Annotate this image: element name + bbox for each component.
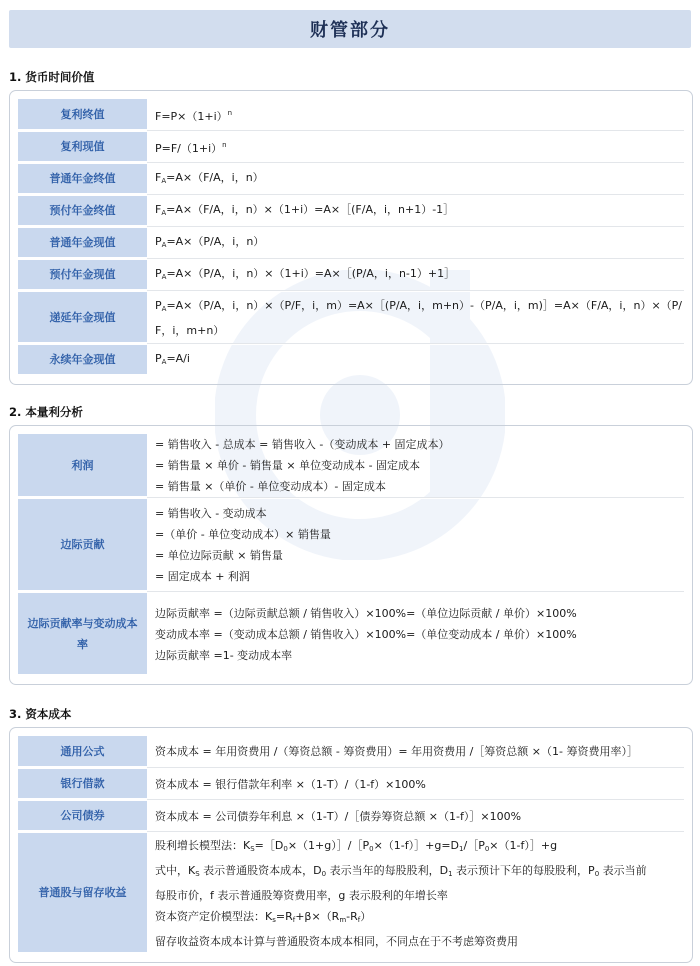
table-row (18, 832, 684, 954)
formula-line: 式中，$K_S$ 表示普通股资本成本，$D_0$ 表示当年的每股股利，$D_1$ 表示预计下年的每股股利，$P_0$ 表示当前 (155, 864, 647, 878)
table-row (18, 498, 684, 592)
formula-line: 资本成本 = 公司债券年利息 ×（1-T）/［债券筹资总额 ×（1-f）］×100% (155, 809, 522, 823)
row-value (147, 593, 684, 676)
row-label: 预付年金终值 (18, 196, 147, 227)
section-heading: 3. 资本成本 (9, 707, 72, 721)
row-value (147, 99, 684, 131)
row-value (147, 196, 684, 227)
section-table (9, 90, 693, 385)
row-label: 复利终值 (18, 99, 147, 131)
row-value (147, 833, 684, 954)
formula-line: $F_A=A\times(F/A$，i，n） (155, 170, 264, 185)
formula-line: $P=F/(1+i)^n$ (155, 141, 227, 155)
formula-line: 每股市价，f 表示普通股筹资费用率，g 表示股利的年增长率 (155, 889, 448, 902)
row-value (147, 769, 684, 800)
formula-line: 股利增长模型法：$K_S=[D_0\times(1+g)]/[P_0\times(1-f)]+g=D_1/[P_0\times(1-f)]+g$ (155, 839, 558, 853)
table-row (18, 592, 684, 676)
row-label: 复利现值 (18, 132, 147, 163)
row-label: 递延年金现值 (18, 292, 147, 344)
row-label: 预付年金现值 (18, 260, 147, 291)
section-heading: 2. 本量利分析 (9, 405, 83, 419)
formula-line: = 销售量 ×（单价 - 单位变动成本）- 固定成本 (155, 480, 386, 493)
formula-line: $P_A=A\times(P/A$，i，n） (155, 234, 265, 249)
formula-line: =（单价 - 单位变动成本）× 销售量 (155, 528, 331, 541)
row-label: 普通股与留存收益 (18, 833, 147, 954)
row-label: 银行借款 (18, 769, 147, 800)
row-value (147, 801, 684, 832)
section-heading: 1. 货币时间价值 (9, 70, 95, 84)
table-row (18, 259, 684, 291)
row-label: 通用公式 (18, 736, 147, 768)
row-label: 公司债券 (18, 801, 147, 832)
row-value (147, 260, 684, 291)
formula-line: = 固定成本 + 利润 (155, 570, 250, 583)
row-value (147, 345, 684, 376)
table-row (18, 800, 684, 832)
section-table (9, 727, 693, 963)
row-label: 边际贡献 (18, 499, 147, 592)
row-value (147, 164, 684, 195)
row-value (147, 499, 684, 592)
table-row (18, 736, 684, 768)
table-row (18, 163, 684, 195)
row-value (147, 132, 684, 163)
formula-line: 资本资产定价模型法：$K_s=R_f+\beta\times(R_m-R_f)$ (155, 910, 372, 924)
row-label: 永续年金现值 (18, 345, 147, 376)
formula-line: $P_A=A\times(P/A$，i，n）×（1+i）=A×［(P/A，i，n-1）+1］ (155, 266, 456, 281)
table-row (18, 434, 684, 498)
row-value (147, 434, 684, 498)
formula-line: 留存收益资本成本计算与普通股资本成本相同，不同点在于不考虑筹资费用 (155, 935, 518, 948)
page-title-bar (9, 10, 691, 48)
table-row (18, 131, 684, 163)
table-row (18, 344, 684, 376)
table-row (18, 195, 684, 227)
formula-line: F，i，m+n） (155, 323, 225, 337)
formula-line: 边际贡献率 =（边际贡献总额 / 销售收入）×100%=（单位边际贡献 / 单价）×100% (155, 607, 577, 620)
section-table (9, 425, 693, 685)
formula-line: 变动成本率 =（变动成本总额 / 销售收入）×100%=（单位变动成本 / 单价）×100% (155, 628, 577, 641)
table-row (18, 291, 684, 344)
page-title: 财管部分 (310, 20, 390, 41)
formula-line: $P_A=A\times(P/A$，i，n）×（P/F，i，m）=A×［(P/A，i，m+n）-（P/A，i，m)］=A×（F/A，i，n）×（P/ (155, 298, 683, 313)
formula-line: 资本成本 = 年用资费用 /（筹资总额 - 筹资费用）= 年用资费用 /［筹资总额 ×（1- 筹资费用率）］ (155, 745, 638, 758)
row-label: 普通年金终值 (18, 164, 147, 195)
formula-line: $F=P\times(1+i)^n$ (155, 108, 233, 123)
table-row (18, 99, 684, 131)
formula-line: $P_A=A/i$ (155, 352, 190, 366)
formula-line: $F_A=A\times(F/A$，i，n）×（1+i）=A×［(F/A，i，n+1）-1］ (155, 202, 455, 217)
table-row (18, 227, 684, 259)
formula-line: = 销售量 × 单价 - 销售量 × 单位变动成本 - 固定成本 (155, 459, 421, 472)
row-value (147, 292, 684, 344)
formula-line: 边际贡献率 =1- 变动成本率 (155, 649, 293, 662)
row-label: 边际贡献率与变动成本率 (18, 593, 147, 676)
formula-line: = 单位边际贡献 × 销售量 (155, 549, 283, 562)
table-row (18, 768, 684, 800)
formula-line: = 销售收入 - 总成本 = 销售收入 -（变动成本 + 固定成本） (155, 438, 450, 451)
formula-line: 资本成本 = 银行借款年利率 ×（1-T）/（1-f）×100% (155, 777, 426, 791)
row-value (147, 228, 684, 259)
formula-line: = 销售收入 - 变动成本 (155, 507, 267, 520)
row-label: 利润 (18, 434, 147, 498)
row-value (147, 736, 684, 768)
row-label: 普通年金现值 (18, 228, 147, 259)
